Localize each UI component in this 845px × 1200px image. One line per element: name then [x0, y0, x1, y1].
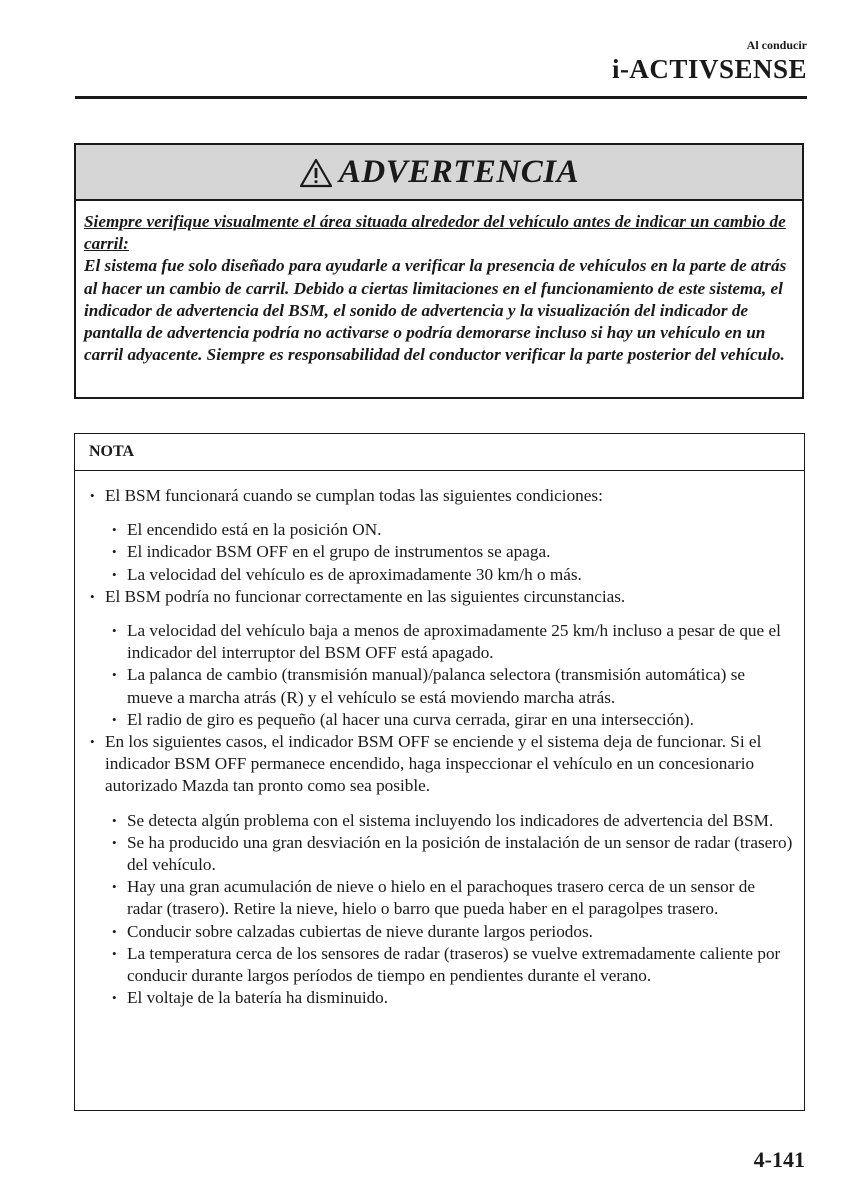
- note-subitem: • El indicador BSM OFF en el grupo de instrumentos se apaga.: [88, 541, 794, 563]
- note-box: [74, 433, 805, 1111]
- note-subitem: • Se detecta algún problema con el sistema incluyendo los indicadores de advertencia del BSM.: [88, 810, 794, 832]
- note-subitem: • El radio de giro es pequeño (al hacer una curva cerrada, girar en una intersección).: [88, 709, 794, 731]
- note-item: • El BSM funcionará cuando se cumplan todas las siguientes condiciones:: [88, 485, 794, 507]
- note-subitem: • Hay una gran acumulación de nieve o hielo en el parachoques trasero cerca de un sensor de radar (trasero). Retire la nieve, hielo o barro que pueda haber en el paragolpes trasero.: [88, 876, 794, 920]
- page-title: i-ACTIVSENSE: [611, 54, 807, 84]
- warning-lead: Siempre verifique visualmente el área situada alrededor del vehículo antes de indicar un cambio de carril:: [84, 212, 786, 254]
- note-subitem: • La palanca de cambio (transmisión manual)/palanca selectora (transmisión automática) se mueve a marcha atrás (R) y el vehículo se está moviendo marcha atrás.: [88, 664, 794, 708]
- note-item: • En los siguientes casos, el indicador BSM OFF se enciende y el sistema deja de funcionar. Si el indicador BSM OFF permanece encendido, haga inspeccionar el vehículo en un concesionario autorizado Mazda tan pronto como sea posible.: [88, 731, 794, 798]
- note-subitem: • Conducir sobre calzadas cubiertas de nieve durante largos periodos.: [88, 921, 794, 943]
- note-title: NOTA: [75, 434, 804, 471]
- warning-body: [76, 201, 802, 366]
- note-body: [75, 471, 804, 1009]
- header-rule: [75, 96, 807, 99]
- note-subitem: • El voltaje de la batería ha disminuido.: [88, 987, 794, 1009]
- warning-title: ADVERTENCIA: [338, 153, 580, 190]
- section-label: Al conducir: [746, 38, 807, 52]
- note-subitem: • La velocidad del vehículo es de aproximadamente 30 km/h o más.: [88, 564, 794, 586]
- note-subitem: • El encendido está en la posición ON.: [88, 519, 794, 541]
- page-number: 4-141: [753, 1147, 805, 1172]
- warning-header: [76, 145, 802, 201]
- warning-text: El sistema fue solo diseñado para ayudarle a verificar la presencia de vehículos en la parte de atrás al hacer un cambio de carril. Debido a ciertas limitaciones en el funcionamiento de este sistema, el indicador de advertencia del BSM, el sonido de advertencia y la visualización del indicador de pantalla de advertencia podría no activarse o podría demorarse incluso si hay un vehículo en un carril adyacente. Siempre es responsabilidad del conductor verificar la parte posterior del vehículo.: [84, 256, 787, 365]
- note-subitem: • Se ha producido una gran desviación en la posición de instalación de un sensor de radar (trasero) del vehículo.: [88, 832, 794, 876]
- note-item: • El BSM podría no funcionar correctamente en las siguientes circunstancias.: [88, 586, 794, 608]
- note-subitem: • La temperatura cerca de los sensores de radar (traseros) se vuelve extremadamente caliente por conducir durante largos períodos de tiempo en pendientes durante el verano.: [88, 943, 794, 987]
- warning-triangle-icon: [299, 158, 333, 188]
- note-subitem: • La velocidad del vehículo baja a menos de aproximadamente 25 km/h incluso a pesar de que el indicador del interruptor del BSM OFF está apagado.: [88, 620, 794, 664]
- warning-box: [74, 143, 804, 399]
